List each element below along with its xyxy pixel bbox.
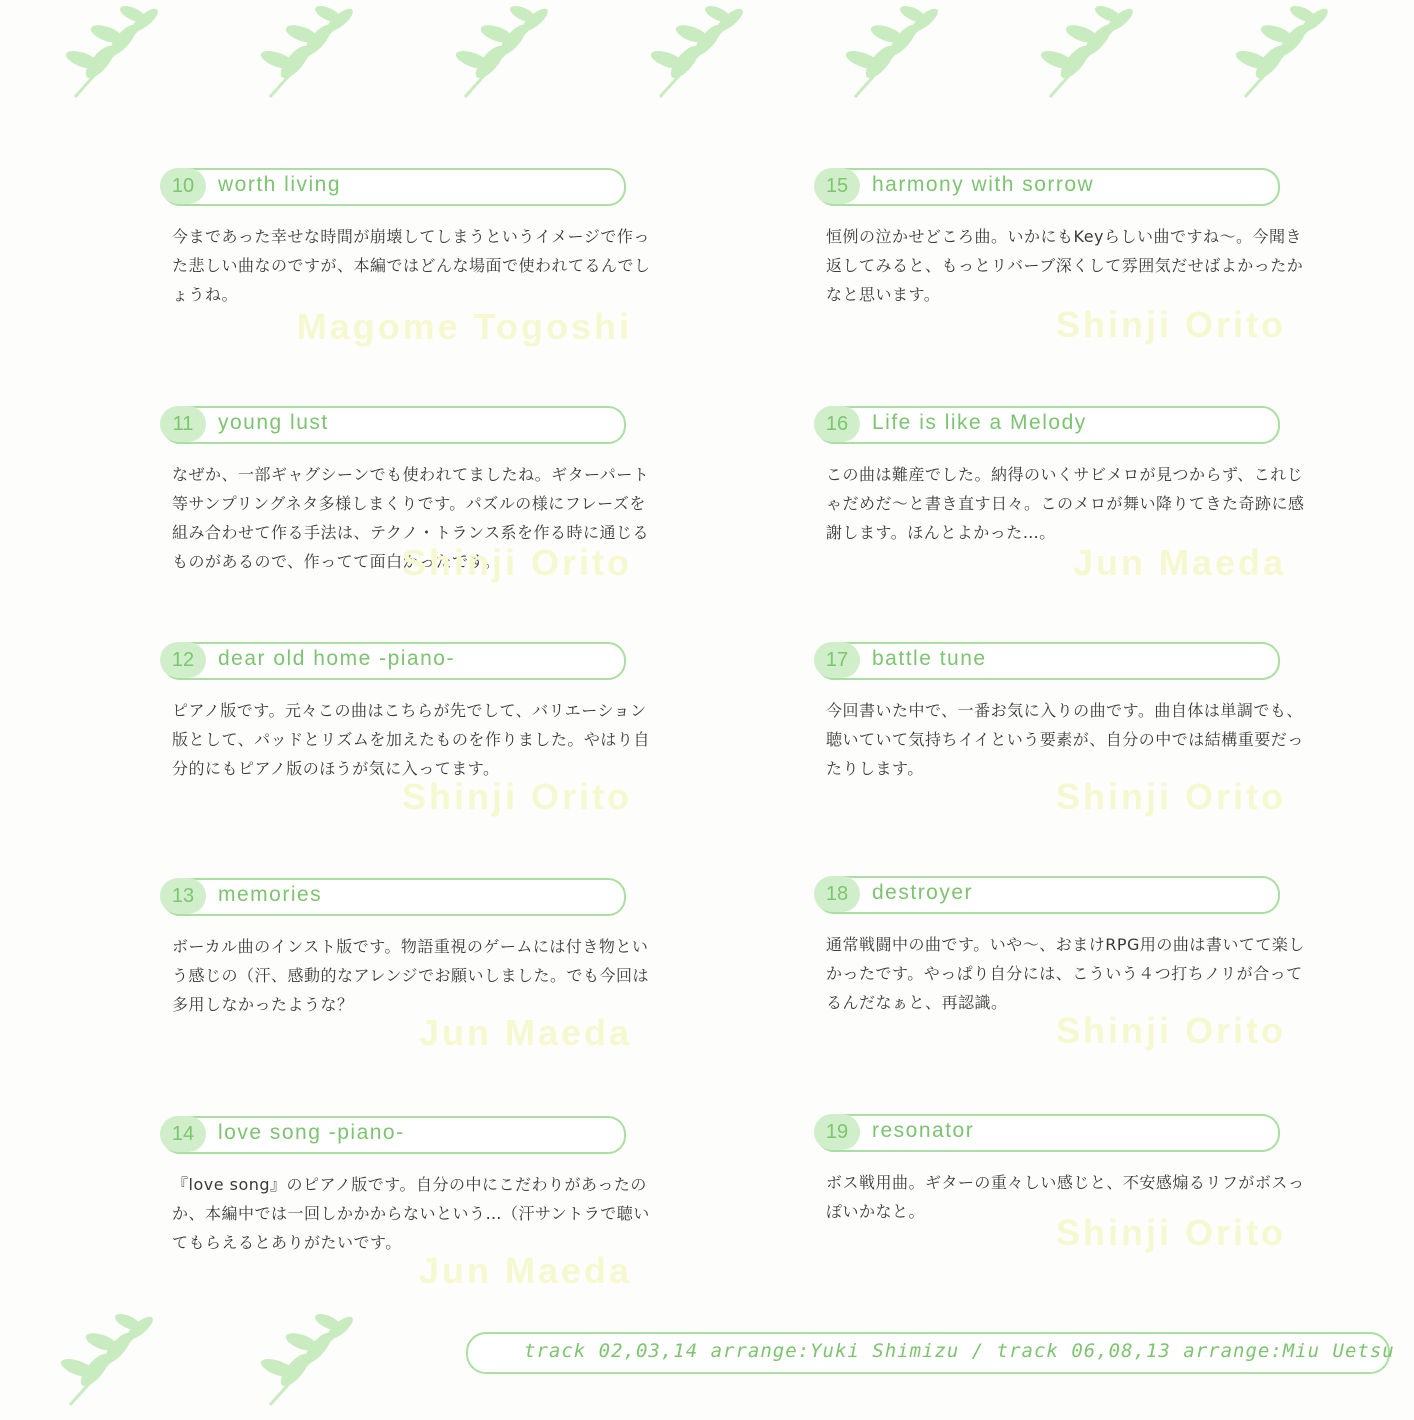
leaf-sprig-icon (250, 1310, 370, 1410)
track-number: 11 (160, 406, 206, 442)
track-description: ピアノ版です。元々この曲はこちらが先でして、バリエーション版として、パッドとリズムを加えたものを作りました。やはり自分的にもピアノ版のほうが気に入ってます。 (172, 701, 650, 778)
track-title: harmony with sorrow (872, 173, 1095, 196)
track-number: 18 (814, 876, 860, 912)
track-description: この曲は難産でした。納得のいくサビメロが見つからず、これじゃだめだ〜と書き直す日々。このメロが舞い降りてきた奇跡に感謝します。ほんとよかった…。 (826, 465, 1305, 542)
track-entry-10 (162, 168, 651, 347)
composer-credit: Shinji Orito (402, 776, 632, 817)
track-entry-11 (162, 406, 650, 583)
track-entry-13 (162, 878, 650, 1053)
track-description: ボーカル曲のインスト版です。物語重視のゲームには付き物という感じの（汗、感動的なアレンジでお願いしました。でも今回は多用しなかったような？ (172, 937, 650, 1014)
track-number: 14 (160, 1116, 206, 1152)
leaf-sprig-icon (640, 2, 760, 102)
track-description: 通常戦闘中の曲です。いや〜、おまけRPG用の曲は書いてて楽しかったです。やっぱり自分には、こういう４つ打ちノリが合ってるんだなぁと、再認識。 (826, 935, 1305, 1012)
bottom-leaf-decoration (40, 1310, 400, 1420)
track-title-pill (162, 406, 626, 444)
composer-credit: Shinji Orito (402, 542, 632, 583)
arrangement-credits-bar (466, 1332, 1395, 1374)
track-title-pill (816, 642, 1280, 680)
track-title-pill (162, 168, 626, 206)
track-description: ボス戦用曲。ギターの重々しい感じと、不安感煽るリフがボスっぽいかなと。 (826, 1173, 1305, 1221)
top-leaf-decoration (0, 0, 1414, 110)
track-title-pill (816, 1114, 1280, 1152)
track-description: 恒例の泣かせどころ曲。いかにもKeyらしい曲ですね〜。今聞き返してみると、もっとリバーブ深くして雰囲気だせばよかったかなと思います。 (826, 227, 1304, 304)
leaf-sprig-icon (1225, 2, 1345, 102)
track-title-pill (816, 876, 1280, 914)
composer-credit: Jun Maeda (1072, 542, 1286, 583)
track-title-pill (816, 406, 1280, 444)
track-entry-14 (162, 1116, 650, 1291)
leaf-sprig-icon (835, 2, 955, 102)
leaf-sprig-icon (250, 2, 370, 102)
track-title-pill (162, 642, 626, 680)
composer-credit: Shinji Orito (1056, 1010, 1286, 1051)
track-title-pill (162, 1116, 626, 1154)
track-title: Life is like a Melody (872, 411, 1087, 434)
track-title: love song -piano- (218, 1121, 405, 1144)
track-entry-15 (816, 168, 1304, 345)
leaf-sprig-icon (55, 2, 175, 102)
arrangement-credits-text: track 02,03,14 arrange:Yuki Shimizu / track 06,08,13 arrange:Miu Uetsu (524, 1340, 1395, 1362)
track-number: 17 (814, 642, 860, 678)
track-title-pill (162, 878, 626, 916)
track-description: 今回書いた中で、一番お気に入りの曲です。曲自体は単調でも、聴いていて気持ちイイという要素が、自分の中では結構重要だったりします。 (826, 701, 1304, 778)
track-number: 19 (814, 1114, 860, 1150)
composer-credit: Jun Maeda (418, 1012, 632, 1053)
track-number: 15 (814, 168, 860, 204)
track-description: なぜか、一部ギャグシーンでも使われてましたね。ギターパート等サンプリングネタ多様しまくりです。パズルの様にフレーズを組み合わせて作る手法は、テクノ・トランス系を作る時に通じるものがあるので、作ってて面白かったです。 (172, 465, 650, 571)
track-description: 『love song』のピアノ版です。自分の中にこだわりがあったのか、本編中では一回しかかからないという…（汗サントラで聴いてもらえるとありがたいです。 (172, 1175, 650, 1252)
track-title: battle tune (872, 647, 987, 670)
track-entry-19 (816, 1114, 1305, 1253)
composer-credit: Jun Maeda (418, 1250, 632, 1291)
leaf-sprig-icon (50, 1310, 170, 1410)
track-title: resonator (872, 1119, 975, 1142)
composer-credit: Shinji Orito (1056, 1212, 1286, 1253)
track-title: worth living (218, 173, 342, 196)
track-description: 今まであった幸せな時間が崩壊してしまうというイメージで作った悲しい曲なのですが、本編ではどんな場面で使われてるんでしょうね。 (172, 227, 651, 304)
track-number: 10 (160, 168, 206, 204)
composer-credit: Shinji Orito (1056, 776, 1286, 817)
leaf-sprig-icon (445, 2, 565, 102)
track-entry-17 (816, 642, 1304, 817)
composer-credit: Shinji Orito (1056, 304, 1286, 345)
track-number: 12 (160, 642, 206, 678)
composer-credit: Magome Togoshi (296, 306, 632, 347)
track-entry-12 (162, 642, 650, 817)
track-title: young lust (218, 411, 329, 434)
track-number: 16 (814, 406, 860, 442)
track-title: dear old home -piano- (218, 647, 455, 670)
leaf-sprig-icon (1030, 2, 1150, 102)
track-entry-18 (816, 876, 1305, 1051)
track-title-pill (816, 168, 1280, 206)
track-number: 13 (160, 878, 206, 914)
track-title: memories (218, 883, 323, 906)
track-entry-16 (816, 406, 1305, 583)
track-title: destroyer (872, 881, 974, 904)
